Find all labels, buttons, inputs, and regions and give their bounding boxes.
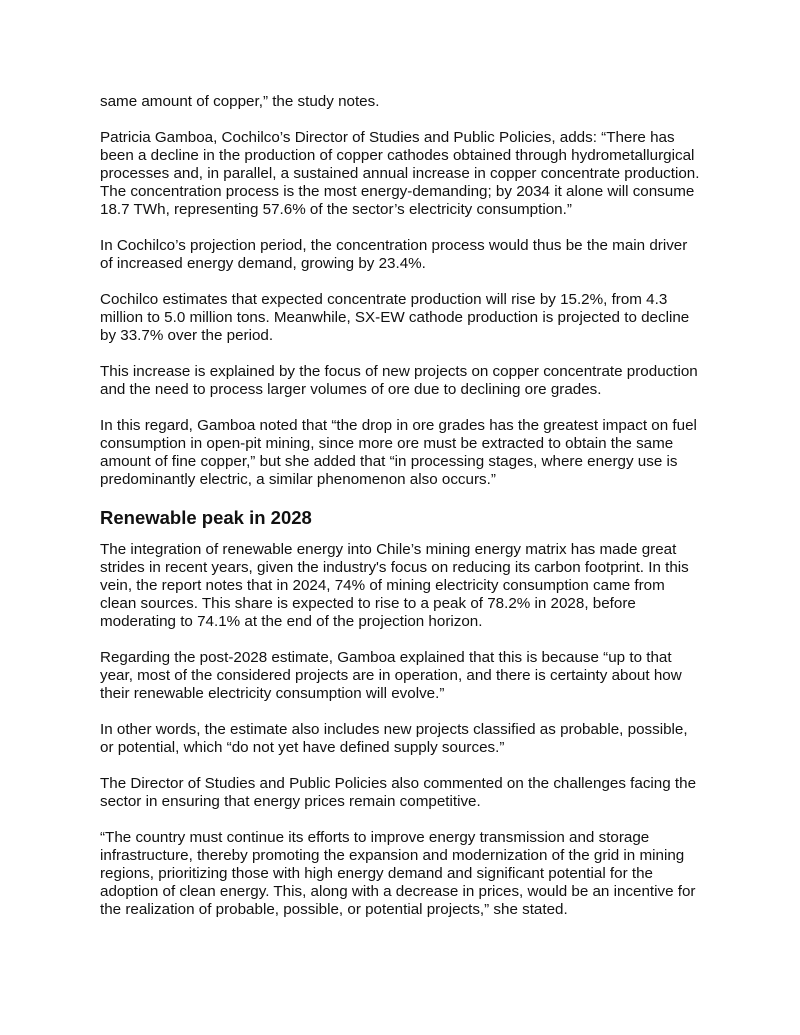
paragraph: In other words, the estimate also includes new projects classified as probable, possible, or potential, which “do not yet have defined supply sources.” bbox=[100, 721, 688, 756]
section-heading: Renewable peak in 2028 bbox=[100, 507, 312, 528]
paragraph: In Cochilco’s projection period, the concentration process would thus be the main driver of increased energy demand, growing by 23.4%. bbox=[100, 237, 688, 272]
paragraph: Regarding the post-2028 estimate, Gamboa explained that this is because “up to that year, most of the considered projects are in operation, and there is certainty about how their renewable electricity consumption will evolve.” bbox=[100, 649, 682, 702]
paragraph: same amount of copper,” the study notes. bbox=[100, 93, 380, 110]
paragraph: In this regard, Gamboa noted that “the drop in ore grades has the greatest impact on fuel consumption in open-pit mining, since more ore must be extracted to obtain the same amount of fine copper,” but she added that “in processing stages, where energy use is predominantly electric, a similar phenomenon also occurs.” bbox=[100, 417, 697, 488]
paragraph: Cochilco estimates that expected concentrate production will rise by 15.2%, from 4.3 million to 5.0 million tons. Meanwhile, SX-EW cathode production is projected to decline by 33.7% over the period. bbox=[100, 291, 690, 344]
article-body bbox=[100, 93, 702, 937]
paragraph: This increase is explained by the focus of new projects on copper concentrate production and the need to process larger volumes of ore due to declining ore grades. bbox=[100, 363, 698, 398]
paragraph: The integration of renewable energy into Chile’s mining energy matrix has made great strides in recent years, given the industry's focus on reducing its carbon footprint. In this vein, the report notes that in 2024, 74% of mining electricity consumption came from clean sources. This share is expected to rise to a peak of 78.2% in 2028, before moderating to 74.1% at the end of the projection horizon. bbox=[100, 541, 689, 630]
paragraph: The Director of Studies and Public Policies also commented on the challenges facing the sector in ensuring that energy prices remain competitive. bbox=[100, 775, 697, 810]
paragraph: “The country must continue its efforts to improve energy transmission and storage infrastructure, thereby promoting the expansion and modernization of the grid in mining regions, prioritizing those with high energy demand and significant potential for the adoption of clean energy. This, along with a decrease in prices, would be an incentive for the realization of probable, possible, or potential projects,” she stated. bbox=[100, 829, 696, 918]
paragraph: Patricia Gamboa, Cochilco’s Director of Studies and Public Policies, adds: “There has been a decline in the production of copper cathodes obtained through hydrometallurgical processes and, in parallel, a sustained annual increase in copper concentrate production. The concentration process is the most energy-demanding; by 2034 it alone will consume 18.7 TWh, representing 57.6% of the sector’s electricity consumption.” bbox=[100, 129, 700, 218]
